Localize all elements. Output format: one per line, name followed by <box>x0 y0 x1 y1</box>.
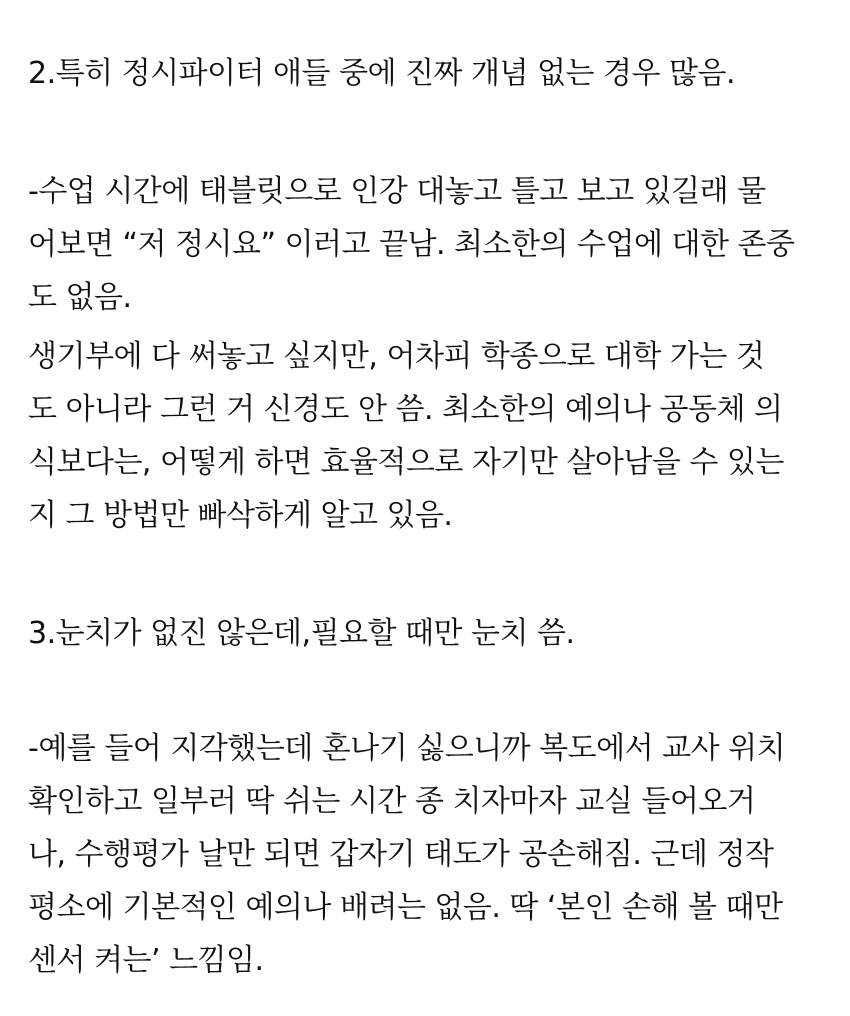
section-2-heading: 2.특히 정시파이터 애들 중에 진짜 개념 없는 경우 많음. <box>28 56 736 91</box>
section-2-paragraph-2-line-4: 지 그 방법만 빠삭하게 알고 있음. <box>28 498 453 533</box>
section-2-paragraph-1-line-3: 도 없음. <box>28 280 132 315</box>
section-3-heading: 3.눈치가 없진 않은데,필요할 때만 눈치 씀. <box>28 616 575 651</box>
section-2-paragraph-1-line-1: -수업 시간에 태블릿으로 인강 대놓고 틀고 보고 있길래 물 <box>28 174 766 209</box>
section-2-paragraph-2-line-1: 생기부에 다 써놓고 싶지만, 어차피 학종으로 대학 가는 것 <box>28 339 765 374</box>
section-2-paragraph-2-line-3: 식보다는, 어떻게 하면 효율적으로 자기만 살아남을 수 있는 <box>28 445 784 480</box>
section-3-paragraph-1-line-3: 나, 수행평가 날만 되면 갑자기 태도가 공손해짐. 근데 정작 <box>28 837 774 872</box>
section-2-paragraph-2-line-2: 도 아니라 그런 거 신경도 안 씀. 최소한의 예의나 공동체 의 <box>28 392 783 427</box>
section-2-paragraph-1-line-2: 어보면 “저 정시요” 이러고 끝남. 최소한의 수업에 대한 존중 <box>28 227 795 262</box>
section-3-paragraph-1-line-4: 평소에 기본적인 예의나 배려는 없음. 딱 ‘본인 손해 볼 때만 <box>28 890 783 925</box>
section-3-paragraph-1-line-5: 센서 켜는’ 느낌임. <box>28 943 264 978</box>
section-3-paragraph-1-line-1: -예를 들어 지각했는데 혼나기 싫으니까 복도에서 교사 위치 <box>28 731 786 766</box>
section-3-paragraph-1-line-2: 확인하고 일부러 딱 쉬는 시간 종 치자마자 교실 들어오거 <box>28 784 756 819</box>
